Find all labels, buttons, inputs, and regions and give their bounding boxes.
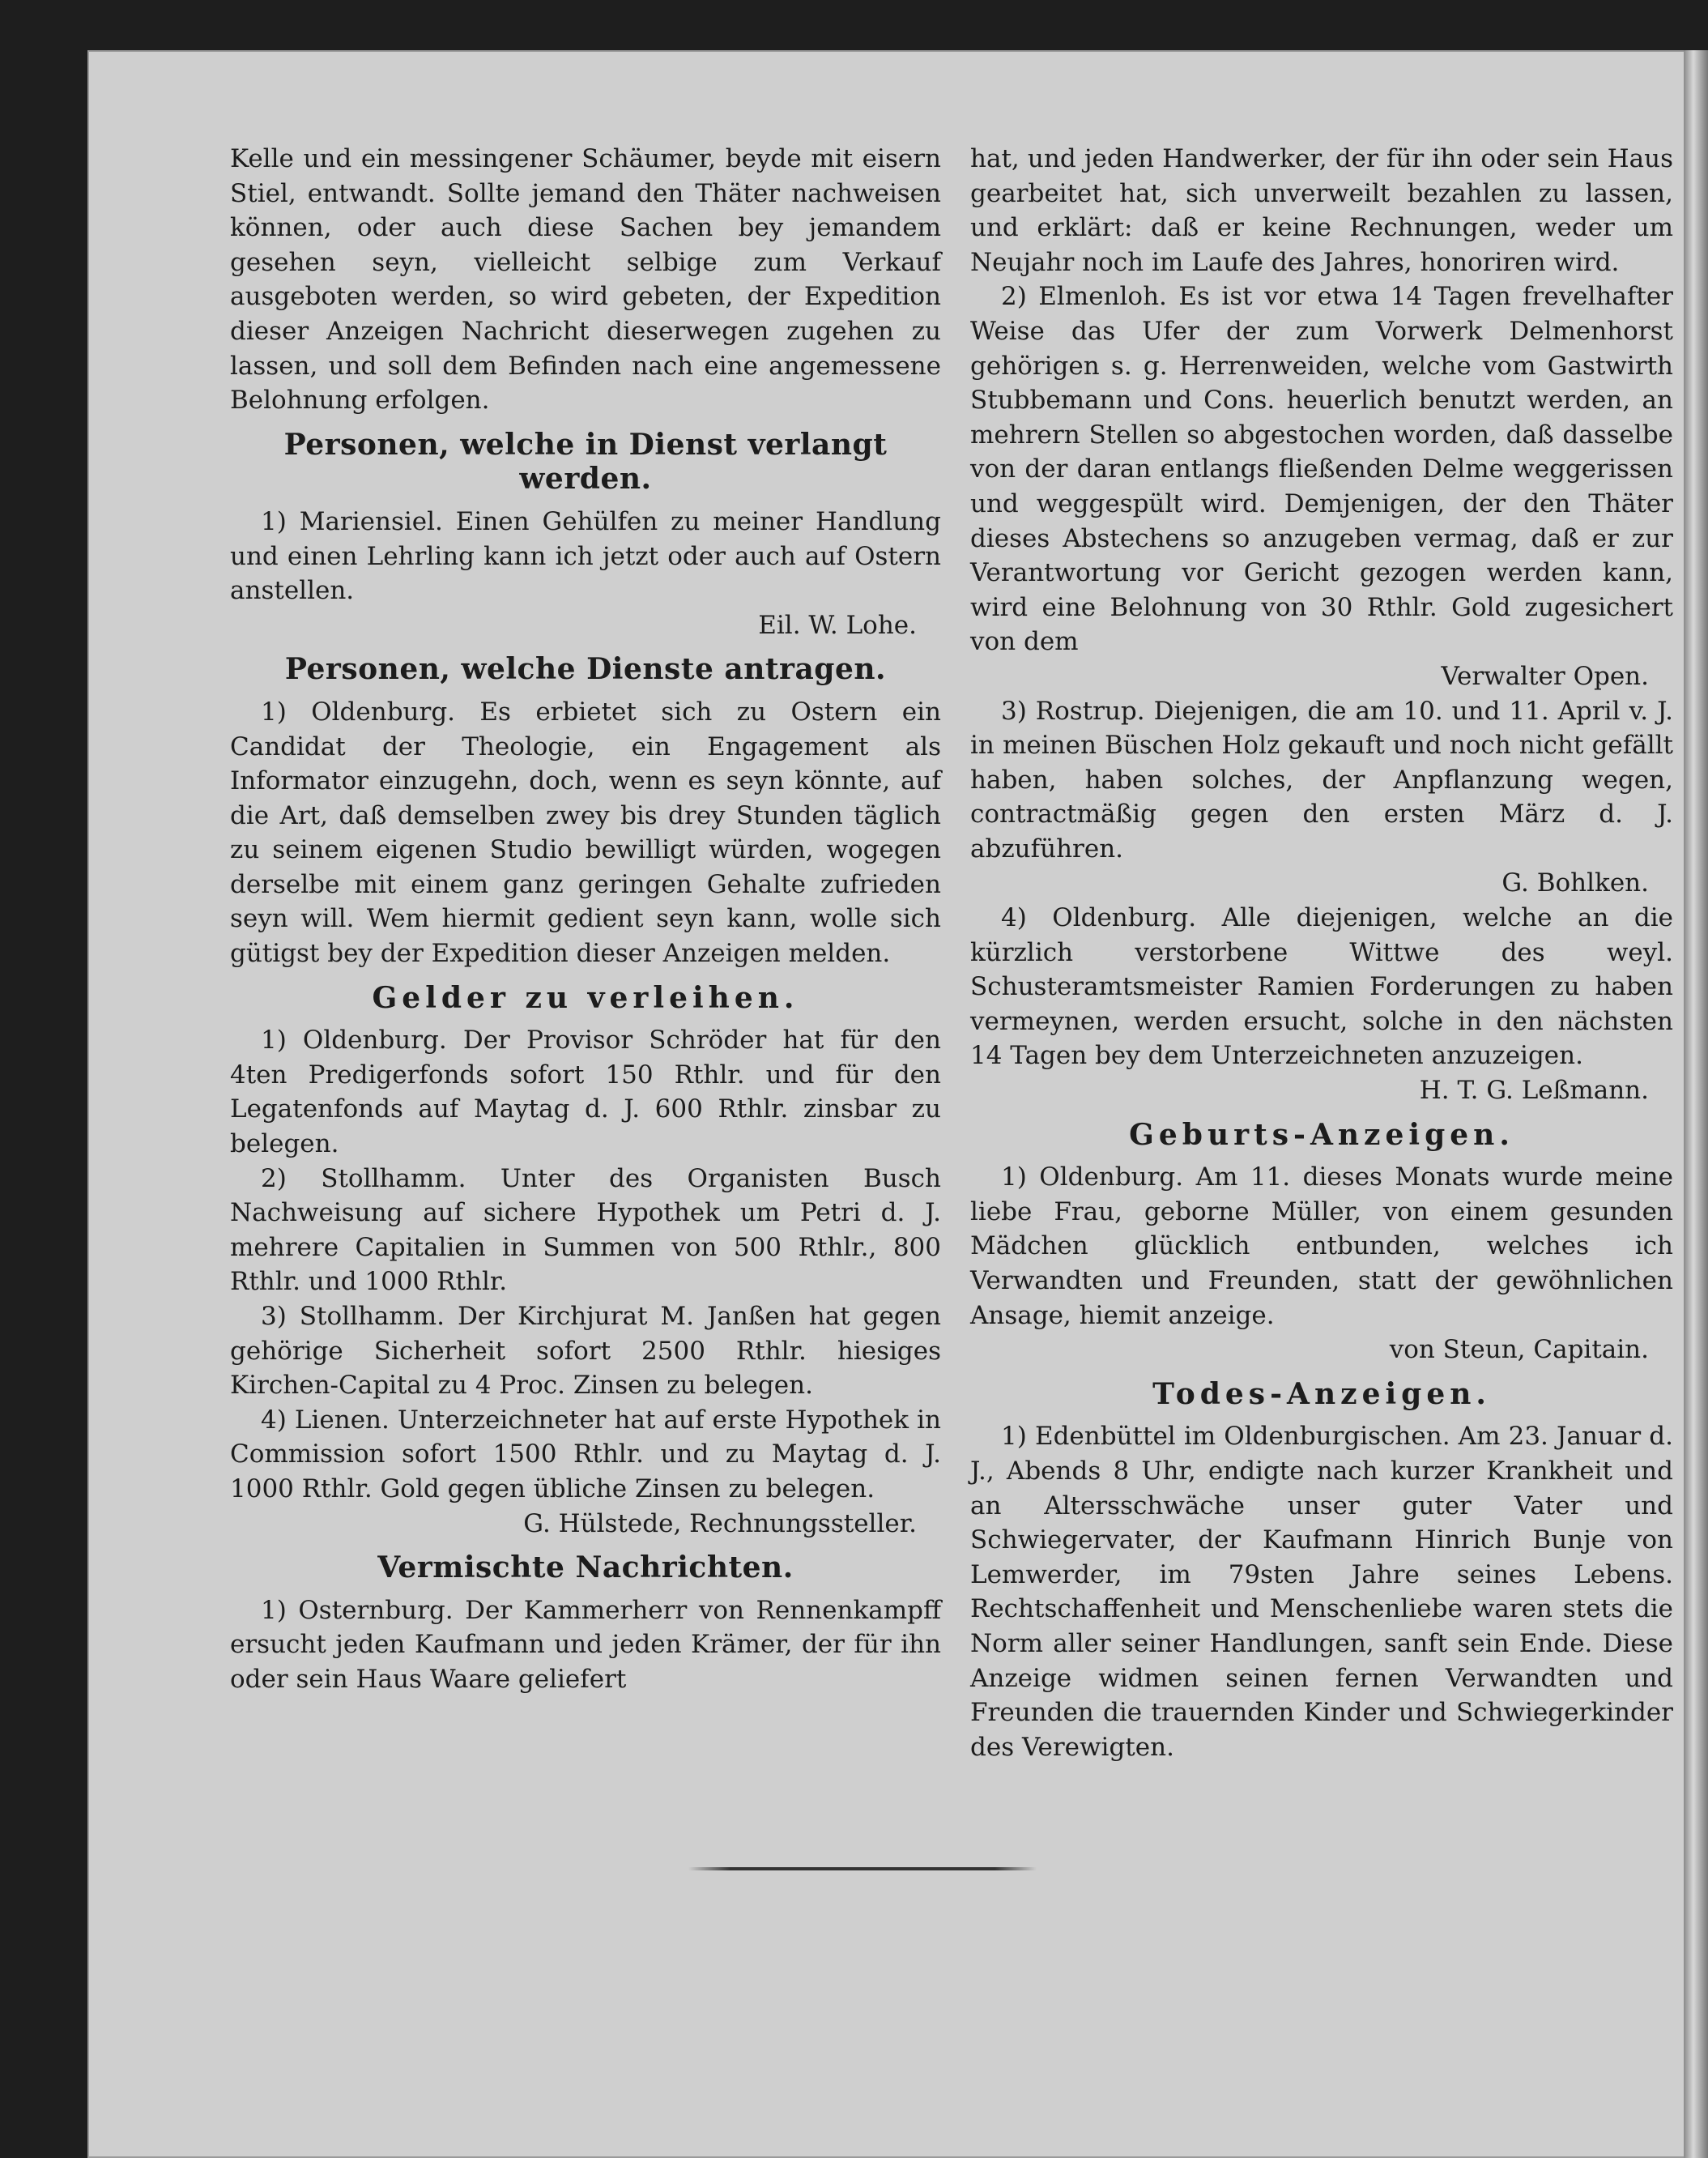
signature-lohe: Eil. W. Lohe. [758, 610, 917, 640]
right-column [970, 142, 1673, 1764]
section-heading-dienste-antragen: Personen, welche Dienste antragen. [284, 652, 887, 687]
notice-oldenburg-ramien: 4) Oldenburg. Alle diejenigen, welche an die kürzlich verstorbene Wittwe des weyl. Schusteramtsmeister Ramien Forderungen zu haben vermeynen, werden ersucht, solche in den nächsten 14 Tagen bey dem Unterzeichneten anzuzeigen. [970, 903, 1673, 1071]
notice-osternburg: 1) Osternburg. Der Kammerherr von Rennenkampff ersucht jeden Kaufmann und jeden Krämer, der für ihn oder sein Haus Waare geliefert [230, 1595, 941, 1694]
intro-paragraph: Kelle und ein messingener Schäumer, beyde mit eisern Stiel, entwandt. Sollte jemand den Thäter nachweisen können, oder auch diese Sachen bey jemandem gesehen seyn, vielleicht selbige zum Verkauf ausgeboten werden, so wird gebeten, der Expedition dieser Anzeigen Nachricht dieserwegen zugehen zu lassen, und soll dem Befinden nach eine angemessene Belohnung erfolgen. [230, 144, 941, 416]
left-column [230, 142, 941, 1697]
signature-huelstede: G. Hülstede, Rechnungssteller. [523, 1508, 917, 1538]
notice-stollhamm-busch: 2) Stollhamm. Unter des Organisten Busch Nachweisung auf sichere Hypothek um Petri d. J. mehrere Capitalien in Summen von 500 Rthlr., 800 Rthlr. und 1000 Rthlr. [230, 1163, 941, 1297]
closing-rule [688, 1867, 1037, 1870]
notice-rostrup: 3) Rostrup. Diejenigen, die am 10. und 11. April v. J. in meinen Büschen Holz gekauft und noch nicht gefällt haben, haben solches, der Anpflanzung wegen, contractmäßig gegen den ersten März d. J. abzuführen. [970, 696, 1673, 864]
section-heading-todes: Todes-Anzeigen. [1152, 1376, 1491, 1411]
notice-mariensiel: 1) Mariensiel. Einen Gehülfen zu meiner Handlung und einen Lehrling kann ich jetzt oder auch auf Ostern anstellen. [230, 506, 941, 606]
notice-lienen: 4) Lienen. Unterzeichneter hat auf erste Hypothek in Commission sofort 1500 Rthlr. und zu Maytag d. J. 1000 Rthlr. Gold gegen übliche Zinsen zu belegen. [230, 1405, 941, 1503]
notice-edenbuettel: 1) Edenbüttel im Oldenburgischen. Am 23. Januar d. J., Abends 8 Uhr, endigte nach kurzer Krankheit und an Altersschwäche unser guter Vater und Schwiegervater, der Kaufmann Hinrich Bunje von Lemwerder, im 79sten Jahre seines Lebens. Rechtschaffenheit und Menschenliebe waren stets die Norm aller seiner Handlungen, sanft sein Ende. Diese Anzeige widmen seinen fernen Verwandten und Freunden die trauernden Kinder und Schwiegerkinder des Verewigten. [970, 1422, 1673, 1762]
section-heading-geburts: Geburts-Anzeigen. [1129, 1117, 1514, 1152]
section-heading-dienst-verlangt: Personen, welche in Dienst verlangt werden. [283, 427, 888, 497]
notice-elmenloh: 2) Elmenloh. Es ist vor etwa 14 Tagen frevelhafter Weise das Ufer der zum Vorwerk Delmenhorst gehörigen s. g. Herrenweiden, welche vom Gastwirth Stubbemann und Cons. heuerlich benutzt werden, an mehrern Stellen so abgestochen worden, daß dasselbe von der daran entlangs fließenden Delme weggerissen und weggespült wird. Demjenigen, der den Thäter dieses Abstechens so anzugeben vermag, daß er zur Verantwortung vor Gericht gezogen werden kann, wird eine Belohnung von 30 Rthlr. Gold zugesichert von dem [970, 282, 1673, 657]
signature-open: Verwalter Open. [1441, 661, 1649, 691]
signature-bohlken: G. Bohlken. [1501, 868, 1649, 898]
signature-lessmann: H. T. G. Leßmann. [1419, 1076, 1649, 1106]
notice-osternburg-continued: hat, und jeden Handwerker, der für ihn oder sein Haus gearbeitet hat, sich unverweilt bezahlen zu lassen, und erklärt: daß er keine Rechnungen, weder um Neujahr noch im Laufe des Jahres, honoriren wird. [970, 144, 1673, 277]
section-heading-vermischte: Vermischte Nachrichten. [377, 1550, 794, 1585]
section-heading-gelder: Gelder zu verleihen. [372, 980, 799, 1015]
page-edge [1684, 50, 1708, 2158]
notice-oldenburg-provisor: 1) Oldenburg. Der Provisor Schröder hat für den 4ten Predigerfonds sofort 150 Rthlr. und für den Legatenfonds auf Maytag d. J. 600 Rthlr. zinsbar zu belegen. [230, 1026, 941, 1159]
signature-steun: von Steun, Capitain. [1389, 1335, 1649, 1365]
notice-stollhamm-janssen: 3) Stollhamm. Der Kirchjurat M. Janßen hat gegen gehörige Sicherheit sofort 2500 Rthlr. hiesiges Kirchen-Capital zu 4 Proc. Zinsen zu belegen. [230, 1302, 941, 1401]
notice-oldenburg-candidat: 1) Oldenburg. Es erbietet sich zu Ostern ein Candidat der Theologie, ein Engagement als Informator einzugehn, doch, wenn es seyn könnte, auf die Art, daß demselben zwey bis drey Stunden täglich zu seinem eigenen Studio bewilligt würden, wogegen derselbe mit einem ganz geringen Gehalte zufrieden seyn will. Wem hiermit gedient seyn kann, wolle sich gütigst bey der Expedition dieser Anzeigen melden. [230, 697, 941, 969]
notice-oldenburg-geburt: 1) Oldenburg. Am 11. dieses Monats wurde meine liebe Frau, geborne Müller, von einem gesunden Mädchen glücklich entbunden, welches ich Verwandten und Freunden, statt der gewöhnlichen Ansage, hiemit anzeige. [970, 1162, 1673, 1330]
